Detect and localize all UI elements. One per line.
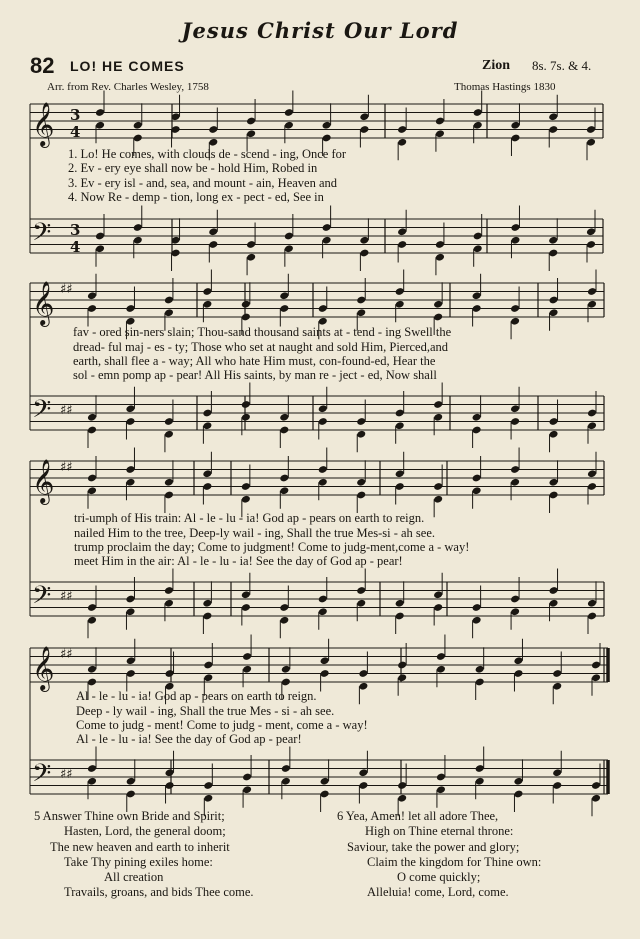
lyric-line: Come to judg - ment! Come to judg - ment, come a - way! <box>76 718 368 732</box>
lyric-line: tri-umph of His train: Al - le - lu - ia! God ap - pears on earth to reign. <box>74 511 425 525</box>
time-signature: 4 <box>70 238 81 256</box>
treble-clef: 𝄞 <box>32 646 55 690</box>
bass-clef: 𝄢 <box>32 581 52 616</box>
verse-line: Hasten, Lord, the general doom; <box>64 824 226 839</box>
hymn-number: 82 <box>30 53 55 78</box>
lyric-line: nailed Him to the tree, Deep-ly wail - ing, Shall the true Mes-si - ah see. <box>74 526 436 540</box>
key-signature: ♯♯ <box>60 589 73 604</box>
key-signature: ♯♯ <box>60 647 73 662</box>
treble-clef: 𝄞 <box>32 459 55 503</box>
lyric-line: sol - emn pomp ap - pear! All His saints, by man re - ject - ed, Now shall <box>73 368 437 382</box>
verse-line: 6 Yea, Amen! let all adore Thee, <box>337 809 499 823</box>
lyric-line: 3. Ev - ery isl - and, sea, and mount - ain, Heaven and <box>68 176 338 190</box>
verse-line: High on Thine eternal throne: <box>365 824 514 839</box>
lyric-line: dread- ful maj - es - ty; Those who set at naught and sold Him, Pierced,and <box>73 340 449 354</box>
lyric-line: earth, shall flee a - way; All who hate Him must, con-found-ed, Hear the <box>73 354 436 368</box>
lyric-line: Deep - ly wail - ing, Shall the true Mes - si - ah see. <box>76 704 335 718</box>
verse-5 <box>34 809 254 901</box>
lyric-line: 1. Lo! He comes, with clouds de - scend - ing, Once for <box>68 147 347 161</box>
tune-name: Zion <box>482 58 511 73</box>
verse-line: The new heaven and earth to inherit <box>50 839 230 854</box>
lyric-line: 4. Now Re - demp - tion, long ex - pect - ed, See in <box>68 190 324 204</box>
verse-line: 5 Answer Thine own Bride and Spirit; <box>34 809 225 823</box>
key-signature: ♯♯ <box>60 460 73 475</box>
lyric-line: trump proclaim the day; Come to judgment! Come to judg-ment,come a - way! <box>74 540 470 554</box>
verse-line: O come quickly; <box>397 870 481 885</box>
meter: 8s. 7s. & 4. <box>532 58 592 73</box>
bass-clef: 𝄢 <box>32 218 52 253</box>
verse-6 <box>337 809 541 901</box>
time-signature: 4 <box>70 123 81 141</box>
verse-line: All creation <box>104 870 164 885</box>
treble-clef: 𝄞 <box>32 102 55 146</box>
time-signature: 3 <box>70 221 81 239</box>
treble-clef: 𝄞 <box>32 281 55 325</box>
bass-clef: 𝄢 <box>32 759 52 794</box>
verse-line: Travails, groans, and bids Thee come. <box>64 885 254 900</box>
verse-line: Take Thy pining exiles home: <box>64 854 213 869</box>
music-credit: Thomas Hastings 1830 <box>454 81 556 93</box>
key-signature: ♯♯ <box>60 767 73 782</box>
key-signature: ♯♯ <box>60 403 73 418</box>
lyric-line: fav - ored sin-ners slain; Thou-sand thousand saints at - tend - ing Swell the <box>73 325 452 339</box>
verse-line: Saviour, take the power and glory; <box>347 839 520 854</box>
lyric-line: 2. Ev - ery eye shall now be - hold Him, Robed in <box>68 161 318 175</box>
time-signature: 3 <box>70 106 81 124</box>
text-credit: Arr. from Rev. Charles Wesley, 1758 <box>47 81 209 93</box>
lyric-line: Al - le - lu - ia! See the day of God ap - pear! <box>76 732 302 746</box>
lyric-line: meet Him in the air: Al - le - lu - ia! See the day of God ap - pear! <box>74 554 403 568</box>
lyric-line: Al - le - lu - ia! God ap - pears on earth to reign. <box>76 689 317 703</box>
bass-clef: 𝄢 <box>32 395 52 430</box>
verse-line: Alleluia! come, Lord, come. <box>367 885 509 900</box>
key-signature: ♯♯ <box>60 282 73 297</box>
page-header-title: Jesus Christ Our Lord <box>181 18 459 43</box>
verse-line: Claim the kingdom for Thine own: <box>367 854 542 869</box>
hymn-title: LO! HE COMES <box>70 58 185 74</box>
